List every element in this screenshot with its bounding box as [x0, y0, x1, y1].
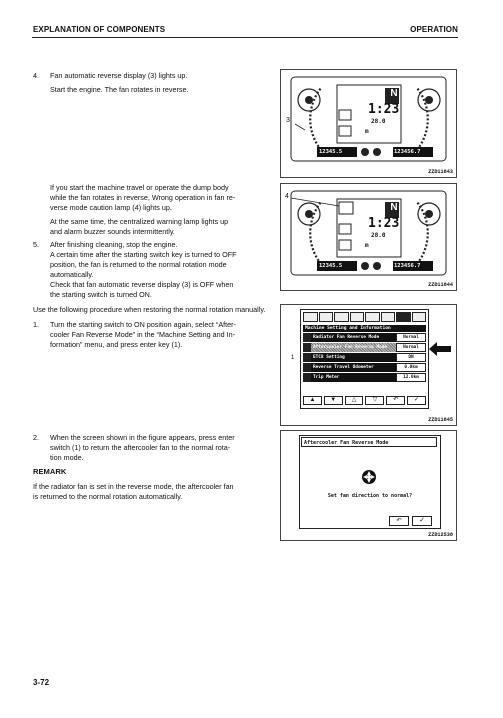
- gear-indicator: N: [390, 88, 398, 99]
- unit-readout: m: [365, 128, 369, 135]
- clock-readout: 1:23: [368, 102, 400, 117]
- menu-row-label: ETC8 Setting: [311, 353, 396, 362]
- monitor-figure: [280, 183, 457, 291]
- step-text: Fan automatic reverse display (3) lights up.: [50, 71, 188, 80]
- caution-line: while the fan rotates in reverse, Wrong operation in fan re-: [50, 193, 236, 202]
- up-arrow-icon[interactable]: ▲: [303, 396, 322, 405]
- page-up-icon[interactable]: △: [345, 396, 364, 405]
- remark-title: REMARK: [33, 467, 67, 476]
- menu-row[interactable]: [303, 333, 426, 342]
- step-text: Start the engine. The fan rotates in reverse.: [50, 85, 189, 94]
- callout-number: 4: [285, 193, 289, 200]
- menu-row-label: Radiator Fan Reverse Mode: [311, 333, 396, 342]
- chapter-title: OPERATION: [410, 25, 458, 34]
- step-text: formation” menu, and press enter key (1).: [50, 340, 183, 349]
- enter-check-icon[interactable]: ✓: [412, 516, 432, 526]
- gauge-panel-illustration: [281, 70, 456, 177]
- menu-row-value: 12.0km: [396, 373, 426, 382]
- load-readout: 28.0: [371, 118, 386, 125]
- dialog-figure: [280, 430, 457, 541]
- step-number: 1.: [33, 320, 39, 329]
- menu-row-label: Aftercooler Fan Reverse Mode: [311, 343, 396, 352]
- figure-code: ZZD11844: [428, 282, 453, 288]
- toolbar-tab[interactable]: [334, 312, 349, 322]
- menu-toolbar: [303, 312, 426, 322]
- remark-text: If the radiator fan is set in the reverse mode, the aftercooler fan: [33, 482, 234, 491]
- menu-row-selected[interactable]: [303, 343, 426, 352]
- step-text: Turn the starting switch to ON position again, select “After-: [50, 320, 236, 329]
- step-text: position, the fan is returned to the normal rotation mode: [50, 260, 227, 269]
- page-down-icon[interactable]: ▽: [365, 396, 384, 405]
- menu-row-value: 0.0km: [396, 363, 426, 372]
- step-text: automatically.: [50, 270, 94, 279]
- dialog-title: Aftercooler Fan Reverse Mode: [301, 437, 437, 447]
- dialog-message: Set fan direction to normal?: [327, 493, 413, 499]
- monitor-figure: [280, 69, 457, 178]
- menu-row-label: Trip Meter: [311, 373, 396, 382]
- step-text: A certain time after the starting switch key is turned to OFF: [50, 250, 237, 259]
- load-readout: 28.0: [371, 232, 386, 239]
- caution-line: verse mode caution lamp (4) lights up.: [50, 203, 172, 212]
- pointer-arrow-icon: [429, 342, 451, 356]
- gauge-panel-illustration: [281, 184, 456, 290]
- step-text: switch (1) to return the aftercooler fan to the normal rota-: [50, 443, 231, 452]
- fan-icon: [361, 469, 377, 485]
- toolbar-tab-active[interactable]: [396, 312, 411, 322]
- back-icon[interactable]: ↶: [386, 396, 405, 405]
- page-number: 3-72: [33, 678, 50, 687]
- menu-title: Machine Setting and Information: [303, 325, 426, 332]
- step-number: 2.: [33, 433, 39, 442]
- toolbar-tab[interactable]: [319, 312, 334, 322]
- toolbar-tab[interactable]: [412, 312, 427, 322]
- dialog-screen: [299, 435, 441, 529]
- step-text: After finishing cleaning, stop the engine.: [50, 240, 178, 249]
- header-rule: [32, 37, 458, 38]
- gear-indicator: N: [390, 202, 398, 213]
- step-number: 4.: [33, 71, 39, 80]
- menu-row-value: Normal: [396, 343, 426, 352]
- down-arrow-icon[interactable]: ▼: [324, 396, 343, 405]
- menu-row[interactable]: [303, 363, 426, 372]
- return-icon[interactable]: ↶: [389, 516, 409, 526]
- toolbar-tab[interactable]: [381, 312, 396, 322]
- toolbar-tab[interactable]: [303, 312, 318, 322]
- menu-row-value: ON: [396, 353, 426, 362]
- caution-line: At the same time, the centralized warning lamp lights up: [50, 217, 229, 226]
- step-text: Check that fan automatic reverse display (3) is OFF when: [50, 280, 234, 289]
- callout-number: 3: [286, 117, 290, 124]
- caution-line: and alarm buzzer sounds intermittently.: [50, 227, 175, 236]
- procedure-intro: Use the following procedure when restoring the normal rotation manually.: [33, 305, 266, 314]
- menu-row[interactable]: [303, 373, 426, 382]
- figure-code: ZZD11843: [428, 169, 453, 175]
- callout-number: 1: [291, 355, 295, 361]
- section-title: EXPLANATION OF COMPONENTS: [33, 25, 166, 34]
- odometer-readout: 12345.5: [319, 263, 343, 269]
- toolbar-tab[interactable]: [350, 312, 365, 322]
- odometer-readout: 12345.5: [319, 149, 343, 155]
- menu-softkeys: [303, 396, 426, 405]
- step-text: the starting switch is turned ON.: [50, 290, 152, 299]
- step-text: tion mode.: [50, 453, 84, 462]
- menu-row-value: Normal: [396, 333, 426, 342]
- menu-row-label: Reverse Travel Odometer: [311, 363, 396, 372]
- menu-list: [303, 333, 426, 383]
- clock-readout: 1:23: [368, 216, 400, 231]
- figure-code: ZZD12538: [428, 532, 453, 538]
- enter-check-icon[interactable]: ✓: [407, 396, 426, 405]
- speed-readout: 123456.7: [394, 149, 421, 155]
- toolbar-tab[interactable]: [365, 312, 380, 322]
- step-number: 5.: [33, 240, 39, 249]
- speed-readout: 123456.7: [394, 263, 421, 269]
- figure-code: ZZD11845: [428, 417, 453, 423]
- step-text: When the screen shown in the figure appears, press enter: [50, 433, 235, 442]
- remark-text: is returned to the normal rotation automatically.: [33, 492, 183, 501]
- step-text: cooler Fan Reverse Mode” in the “Machine Setting and In-: [50, 330, 235, 339]
- menu-screen: [300, 309, 429, 409]
- caution-line: If you start the machine travel or operate the dump body: [50, 183, 229, 192]
- unit-readout: m: [365, 242, 369, 249]
- menu-row[interactable]: [303, 353, 426, 362]
- menu-figure: [280, 304, 457, 426]
